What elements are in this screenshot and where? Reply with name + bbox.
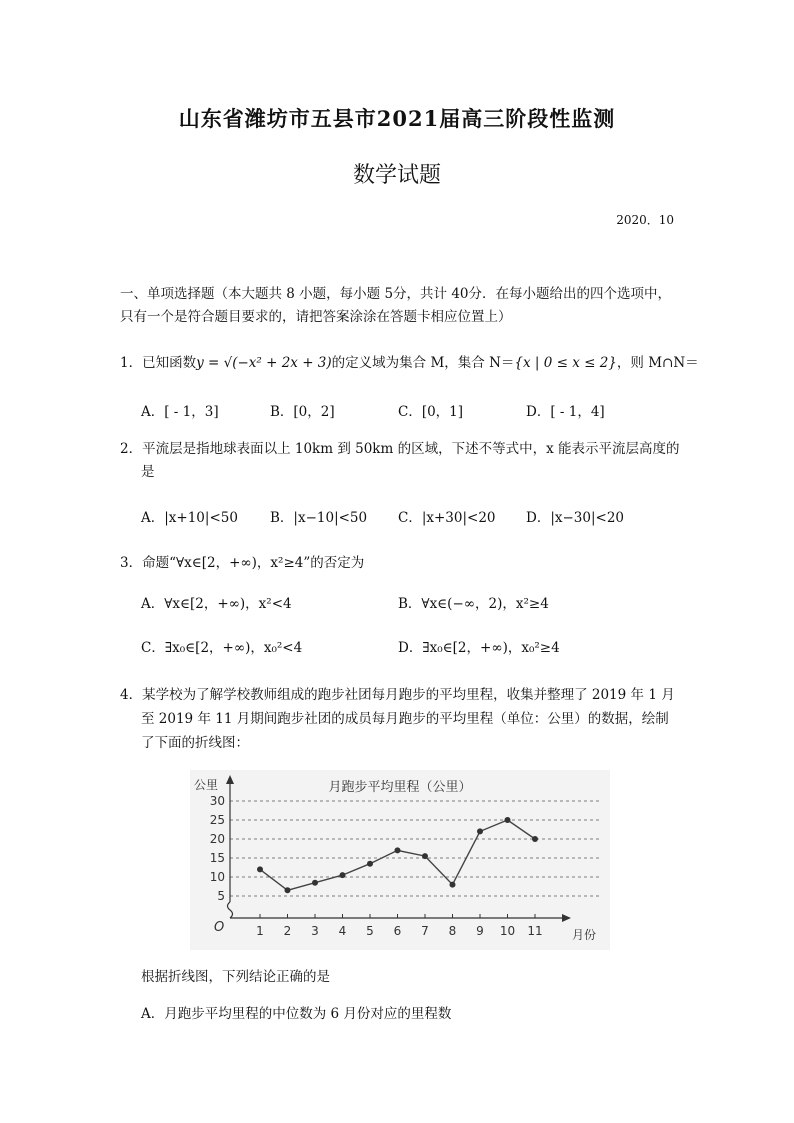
data-point-month-8 <box>450 882 456 888</box>
origin-label: O <box>214 920 225 935</box>
paper-subtitle: 数学试题 <box>352 163 441 188</box>
question-4-line1: 4．某学校为了解学校教师组成的跑步社团每月跑步的平均里程，收集并整理了 2019 年 1 月 <box>120 687 675 703</box>
x-tick-label: 4 <box>338 924 347 938</box>
y-tick-label: 5 <box>217 889 225 903</box>
x-tick-label: 7 <box>421 924 429 938</box>
question-4-prompt: 根据折线图，下列结论正确的是 <box>141 969 330 985</box>
q1-prefix: 1．已知函数 <box>120 355 197 371</box>
section-instructions-line2: 只有一个是符合题目要求的，请把答案涂涂在答题卡相应位置上） <box>120 309 512 325</box>
y-tick-label: 15 <box>209 851 225 865</box>
data-point-month-11 <box>532 836 538 842</box>
x-tick-label: 3 <box>311 924 319 938</box>
data-point-month-2 <box>285 887 291 893</box>
q1-option-a: A．[ - 1，3] <box>141 404 219 420</box>
x-tick-label: 1 <box>256 924 264 938</box>
data-point-month-7 <box>422 853 428 859</box>
question-1-stem <box>120 351 699 375</box>
x-tick-label: 5 <box>366 924 374 938</box>
exam-date: 2020．10 <box>616 213 674 227</box>
q3-option-b: B．∀x∈(−∞，2)，x²≥4 <box>398 596 549 612</box>
chart-background <box>190 770 610 950</box>
q3-option-a: A．∀x∈[2，+∞)，x²<4 <box>141 596 292 612</box>
x-tick-label: 8 <box>448 924 457 938</box>
data-point-month-4 <box>340 872 346 878</box>
question-4-line2: 至 2019 年 11 月期间跑步社团的成员每月跑步的平均里程（单位：公里）的数据，绘制 <box>141 711 669 727</box>
q2-option-d: D．|x−30|<20 <box>526 510 625 526</box>
q1-option-d: D．[ - 1，4] <box>526 404 605 420</box>
q1-suffix: ，则 M∩N＝ <box>616 355 699 371</box>
q3-option-d: D．∃x₀∈[2，+∞)，x₀²≥4 <box>398 640 560 656</box>
q2-option-c: C．|x+30|<20 <box>398 510 496 526</box>
q1-function: y = √(−x² + 2x + 3) <box>196 355 332 371</box>
y-tick-label: 25 <box>209 813 225 827</box>
y-axis-label: 公里 <box>194 778 219 792</box>
q1-option-b: B．[0，2] <box>270 404 335 420</box>
y-tick-label: 10 <box>209 870 225 884</box>
q1-set: {x | 0 ≤ x ≤ 2} <box>514 355 617 371</box>
q1-option-c: C．[0，1] <box>398 404 464 420</box>
data-point-month-9 <box>477 828 483 834</box>
question-4-line3: 了下面的折线图： <box>141 735 249 751</box>
section-instructions-line1: 一、单项选择题（本大题共 8 小题，每小题 5分，共计 40分．在每小题给出的四个选项中， <box>120 286 672 302</box>
q1-middle: 的定义域为集合 M，集合 N＝ <box>331 355 515 371</box>
x-tick-label: 10 <box>499 924 516 938</box>
question-3-stem: 3．命题“∀x∈[2，+∞)，x²≥4”的否定为 <box>120 555 365 571</box>
data-point-month-5 <box>367 861 373 867</box>
line-chart <box>190 770 610 950</box>
y-tick-label: 30 <box>209 794 225 808</box>
x-tick-label: 11 <box>527 924 543 938</box>
question-2-line1: 2．平流层是指地球表面以上 10km 到 50km 的区域，下述不等式中，x 能表示平流层高度的 <box>120 441 680 457</box>
q4-option-a: A．月跑步平均里程的中位数为 6 月份对应的里程数 <box>141 1006 452 1022</box>
q2-option-b: B．|x−10|<50 <box>270 510 368 526</box>
chart-title: 月跑步平均里程（公里） <box>328 780 472 795</box>
x-tick-label: 2 <box>283 924 292 938</box>
x-tick-label: 9 <box>476 924 484 938</box>
data-point-month-1 <box>257 866 263 872</box>
y-tick-label: 20 <box>209 832 225 846</box>
q3-option-c: C．∃x₀∈[2，+∞)，x₀²<4 <box>141 640 303 656</box>
question-2-line2: 是 <box>141 464 155 480</box>
x-axis-label: 月份 <box>572 928 597 942</box>
data-point-month-6 <box>395 847 401 853</box>
data-point-month-10 <box>505 817 511 823</box>
x-tick-label: 6 <box>393 924 402 938</box>
paper-title: 山东省潍坊市五县市2021届高三阶段性监测 <box>178 106 616 131</box>
q2-option-a: A．|x+10|<50 <box>141 510 238 526</box>
data-point-month-3 <box>312 880 318 886</box>
